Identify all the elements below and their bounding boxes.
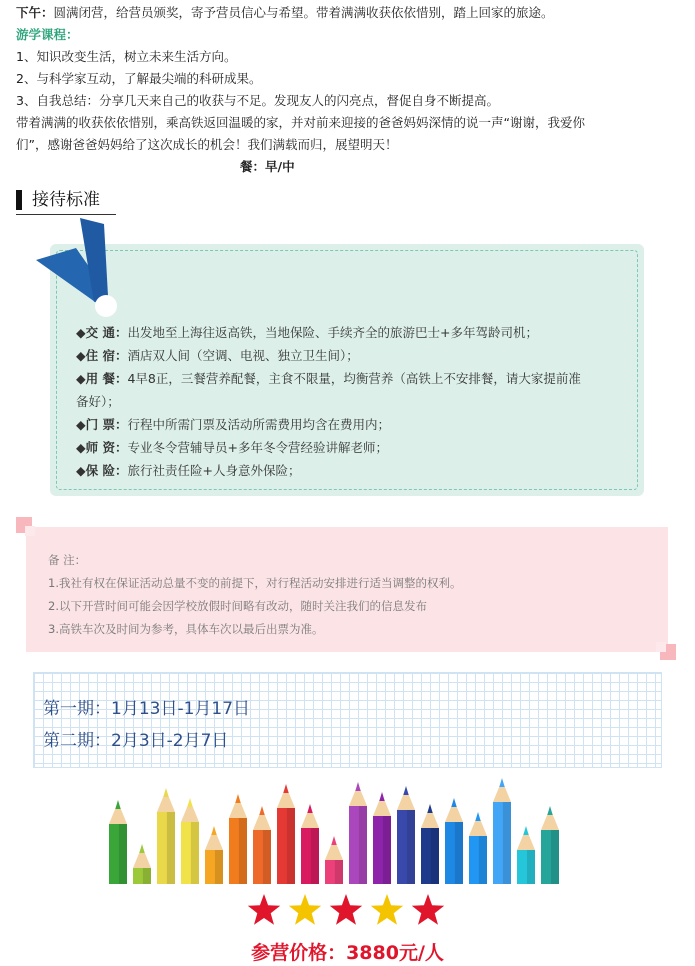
corner-square-top-inner: [25, 526, 35, 536]
standard-text: 专业冬令营辅导员+多年冬令营经验讲解老师；: [127, 440, 388, 455]
pencil: [325, 836, 343, 884]
standard-text: 旅行社责任险+人身意外保险；: [127, 463, 301, 478]
standard-meals-cont: 备好）；: [76, 394, 120, 409]
pencil: [133, 844, 151, 884]
afternoon-text: 圆满闭营，给营员颁奖，寄予营员信心与希望。带着满满收获依依惜别，踏上回家的旅途。: [53, 5, 554, 20]
meal-line: 餐：早/中: [240, 159, 295, 174]
pencil: [445, 798, 463, 884]
pencils-illustration: [105, 776, 595, 884]
pencil: [373, 792, 391, 884]
star-icon: [412, 894, 444, 925]
ribbon-icon: [36, 218, 126, 318]
standard-key: ◆交 通：: [76, 325, 128, 340]
standard-lodging: [76, 344, 359, 367]
pencil: [229, 794, 247, 884]
standard-text: 行程中所需门票及活动所需费用均含在费用内；: [127, 417, 390, 432]
period-2: 第二期：2月3日-2月7日: [43, 731, 229, 751]
star-icon: [289, 894, 321, 925]
price-label: 参营价格：3880元/人: [251, 942, 444, 964]
afternoon-label: 下午：: [16, 5, 54, 20]
pencil: [301, 804, 319, 884]
section-bar: [16, 190, 22, 210]
pencil: [517, 826, 535, 884]
standard-text: 酒店双人间（空调、电视、独立卫生间）；: [127, 348, 359, 363]
pencil: [397, 786, 415, 884]
standard-text: 出发地至上海往返高铁，当地保险、手续齐全的旅游巴士+多年驾龄司机；: [127, 325, 538, 340]
pencil: [253, 806, 271, 884]
pencil: [157, 788, 175, 884]
notes-heading: 备 注：: [48, 553, 87, 567]
pencil: [421, 804, 439, 884]
star-icon: [330, 894, 362, 925]
standard-text: 4早8正，三餐营养配餐，主食不限量，均衡营养（高铁上不安排餐，请大家提前准: [127, 371, 581, 386]
pencil: [349, 782, 367, 884]
course-item-2: 2、与科学家互动，了解最尖端的科研成果。: [16, 71, 262, 86]
section-title: 接待标准: [32, 190, 100, 210]
standard-key: ◆门 票：: [76, 417, 128, 432]
star-icon: [248, 894, 280, 925]
standard-key: ◆保 险：: [76, 463, 128, 478]
course-item-1: 1、知识改变生活，树立未来生活方向。: [16, 49, 237, 64]
course-item-3: 3、自我总结：分享几天来自己的收获与不足。发现友人的闪亮点，督促自身不断提高。: [16, 93, 499, 108]
pencil: [541, 806, 559, 884]
pencil: [469, 812, 487, 884]
pencil: [493, 778, 511, 884]
pencil: [205, 826, 223, 884]
course-heading: 游学课程：: [16, 27, 79, 42]
star-icon: [371, 894, 403, 925]
note-item-1: 1.我社有权在保证活动总量不变的前提下，对行程活动安排进行适当调整的权利。: [48, 576, 462, 590]
corner-square-bottom-inner: [656, 642, 666, 652]
standard-teachers: [76, 436, 388, 459]
pencil: [277, 784, 295, 884]
note-item-2: 2.以下开营时间可能会因学校放假时间略有改动，随时关注我们的信息发布: [48, 599, 427, 613]
standard-tickets: [76, 413, 390, 436]
rating-stars: [244, 890, 450, 930]
standard-key: ◆用 餐：: [76, 371, 128, 386]
closing-line-2: 们”，感谢爸爸妈妈给了这次成长的机会！我们满载而归，展望明天！: [16, 137, 398, 152]
period-1: 第一期：1月13日-1月17日: [43, 699, 251, 719]
standard-key: ◆住 宿：: [76, 348, 128, 363]
standard-transport: [76, 321, 538, 344]
afternoon-line: [16, 2, 554, 24]
pencil: [109, 800, 127, 884]
closing-line-1: 带着满满的收获依依惜别，乘高铁返回温暖的家，并对前来迎接的爸爸妈妈深情的说一声“谢谢，我爱你: [16, 115, 585, 130]
note-item-3: 3.高铁车次及时间为参考，具体车次以最后出票为准。: [48, 622, 324, 636]
standard-key: ◆师 资：: [76, 440, 128, 455]
pencil: [181, 798, 199, 884]
standard-insurance: [76, 459, 300, 482]
section-heading: [16, 188, 116, 215]
standard-meals: [76, 367, 581, 390]
